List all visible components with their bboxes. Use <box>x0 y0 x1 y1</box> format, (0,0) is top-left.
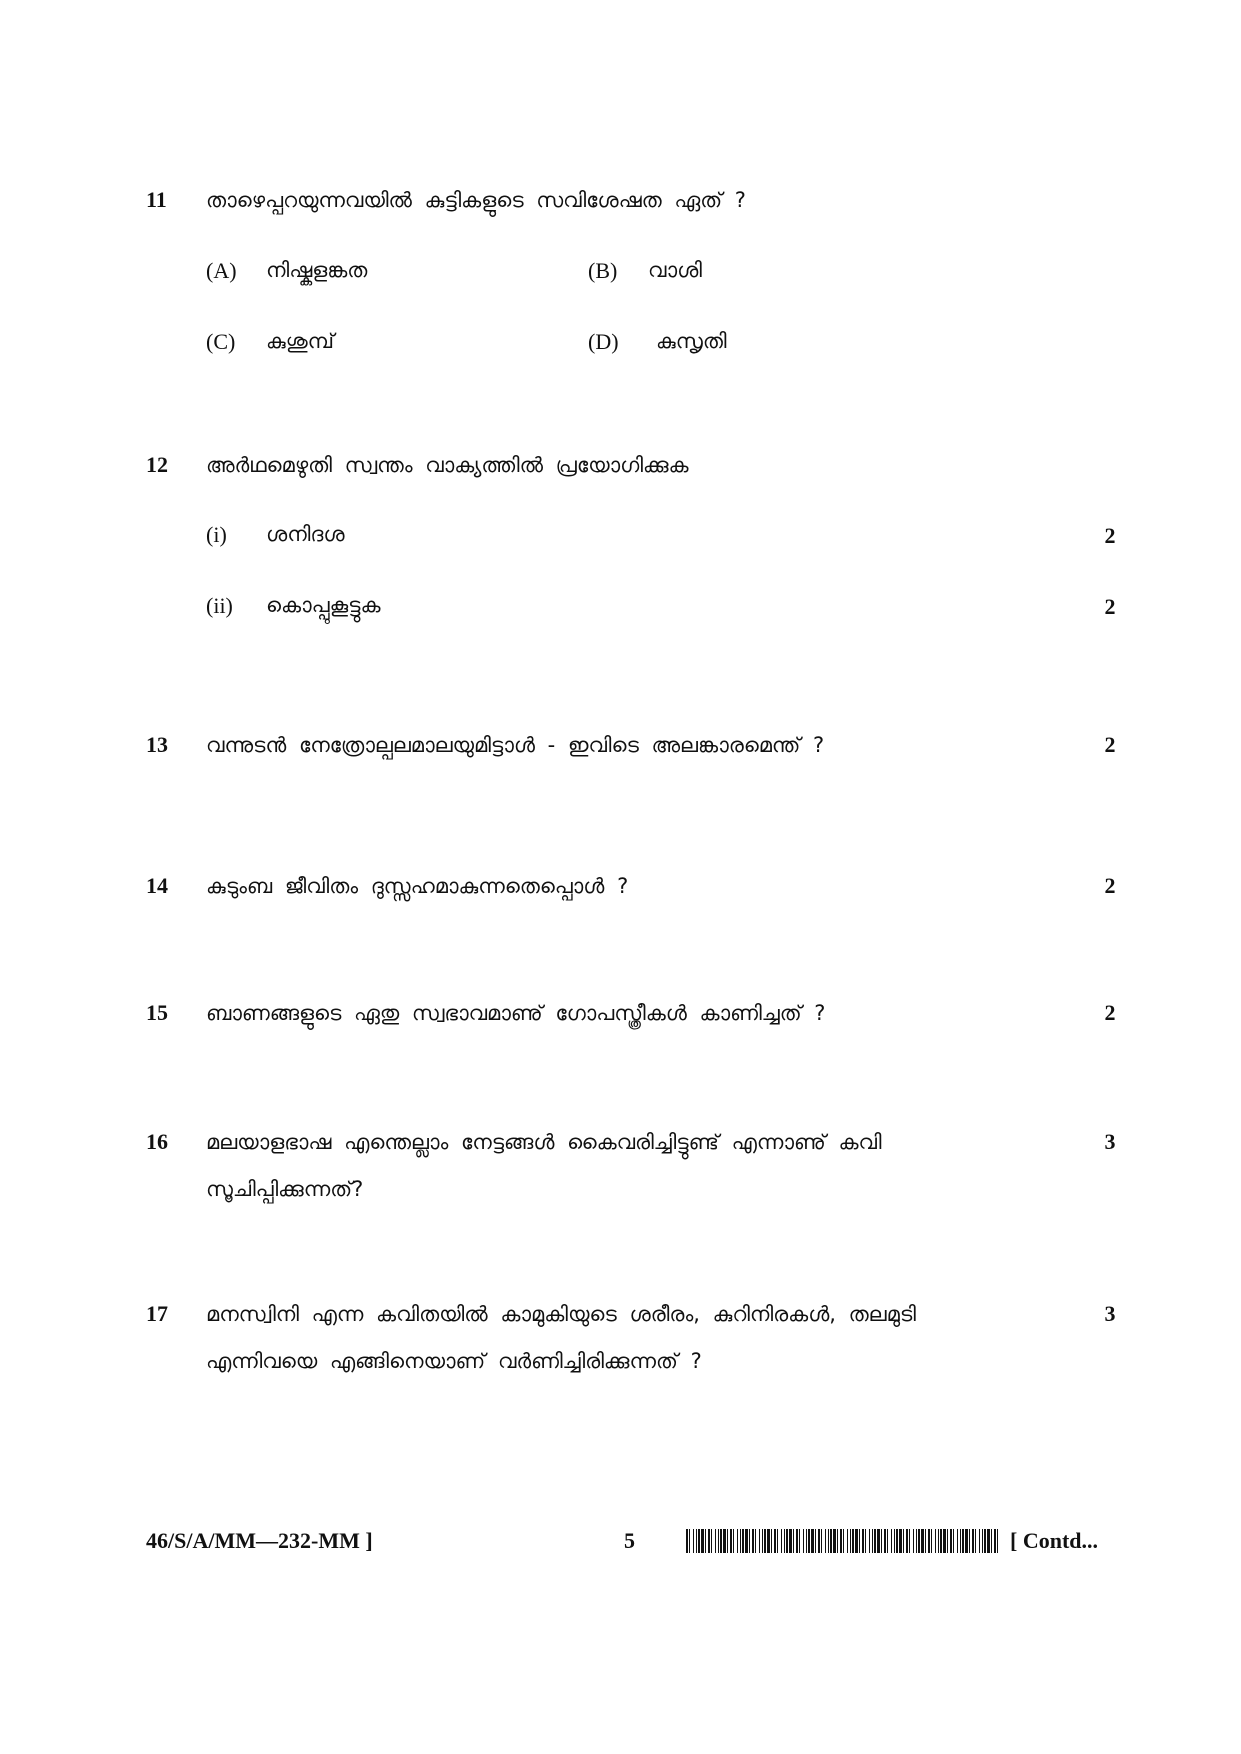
barcode-bar <box>928 1529 930 1553</box>
barcode-bar <box>938 1529 939 1553</box>
barcode-bar <box>953 1529 954 1553</box>
barcode-bar <box>796 1529 798 1553</box>
question-text: കുടുംബ ജീവിതം ദുസ്സഹമാകുന്നതെപ്പൊൾ ? <box>206 874 629 898</box>
barcode-bar <box>891 1529 892 1553</box>
barcode-bar <box>833 1529 836 1553</box>
marks: 2 <box>1104 732 1116 757</box>
barcode-bar <box>689 1529 690 1553</box>
page-number: 5 <box>624 1528 635 1553</box>
option-text: കുസൃതി <box>656 329 727 353</box>
barcode <box>686 1529 1002 1553</box>
question-text: അർഥമെഴുതി സ്വന്തം വാക്യത്തിൽ പ്രയോഗിക്കുക <box>206 453 689 477</box>
barcode-bar <box>991 1529 992 1553</box>
barcode-bar <box>808 1529 810 1553</box>
barcode-bar <box>894 1529 895 1553</box>
barcode-bar <box>818 1529 820 1553</box>
barcode-bar <box>843 1529 844 1553</box>
barcode-bar <box>994 1529 996 1553</box>
barcode-bar <box>913 1529 914 1553</box>
barcode-bar <box>821 1529 822 1553</box>
barcode-bar <box>715 1529 716 1553</box>
barcode-bar <box>755 1529 756 1553</box>
barcode-bar <box>723 1529 726 1553</box>
barcode-bar <box>705 1529 706 1553</box>
barcode-bar <box>872 1529 873 1553</box>
option-label: (C) <box>206 329 236 354</box>
barcode-bar <box>997 1529 998 1553</box>
barcode-bar <box>733 1529 734 1553</box>
barcode-bar <box>979 1529 980 1553</box>
barcode-bar <box>711 1529 712 1553</box>
question-number: 17 <box>146 1301 168 1326</box>
part-text: ശനിദശ <box>266 522 345 546</box>
barcode-bar <box>881 1529 882 1553</box>
marks: 2 <box>1104 523 1116 548</box>
barcode-bar <box>693 1529 694 1553</box>
option-text: നിഷ്കളങ്കത <box>266 258 368 282</box>
barcode-bar <box>899 1529 902 1553</box>
barcode-bar <box>947 1529 948 1553</box>
part-label: (i) <box>206 522 227 547</box>
barcode-bar <box>727 1529 728 1553</box>
question-number: 12 <box>146 452 168 477</box>
marks: 2 <box>1104 594 1116 619</box>
barcode-bar <box>931 1529 932 1553</box>
barcode-bar <box>975 1529 976 1553</box>
barcode-bar <box>984 1529 986 1553</box>
barcode-bar <box>789 1529 792 1553</box>
barcode-bar <box>877 1529 880 1553</box>
barcode-bar <box>837 1529 838 1553</box>
barcode-bar <box>786 1529 788 1553</box>
barcode-bar <box>921 1529 924 1553</box>
question-number: 11 <box>146 187 167 212</box>
barcode-bar <box>740 1529 741 1553</box>
barcode-bar <box>903 1529 904 1553</box>
barcode-bar <box>771 1529 772 1553</box>
barcode-bar <box>784 1529 785 1553</box>
question-text: മനസ്വിനി എന്ന കവിതയിൽ കാമുകിയുടെ ശരീരം, കുറിനിരകൾ, തലമുടി എന്നിവയെ എങ്ങിനെയാണ് വർണിച്ചിരിക്കുന്നത് ? <box>206 1302 916 1373</box>
paper-code: 46/S/A/MM—232-MM ] <box>146 1528 373 1553</box>
marks: 3 <box>1104 1301 1116 1326</box>
marks: 2 <box>1104 1000 1116 1025</box>
barcode-bar <box>957 1529 958 1553</box>
barcode-bar <box>840 1529 842 1553</box>
barcode-bar <box>777 1529 778 1553</box>
barcode-bar <box>762 1529 763 1553</box>
barcode-bar <box>962 1529 964 1553</box>
barcode-bar <box>906 1529 908 1553</box>
barcode-bar <box>887 1529 888 1553</box>
question-text: വന്നുടൻ നേത്രോല്പലമാലയുമിട്ടാൾ - ഇവിടെ അലങ്കാരമെന്ത് ? <box>206 733 825 757</box>
option-text: കുശുമ്പ് <box>266 329 334 353</box>
barcode-bar <box>969 1529 970 1553</box>
barcode-bar <box>862 1529 864 1553</box>
barcode-bar <box>815 1529 816 1553</box>
barcode-bar <box>982 1529 983 1553</box>
option-label: (A) <box>206 258 237 283</box>
barcode-bar <box>730 1529 732 1553</box>
barcode-bar <box>767 1529 770 1553</box>
barcode-bar <box>965 1529 968 1553</box>
barcode-bar <box>828 1529 829 1553</box>
question-text: താഴെപ്പറയുന്നവയിൽ കുട്ടികളുടെ സവിശേഷത ഏത് ? <box>206 188 746 212</box>
barcode-bar <box>749 1529 750 1553</box>
barcode-bar <box>708 1529 710 1553</box>
barcode-bar <box>830 1529 832 1553</box>
barcode-bar <box>950 1529 952 1553</box>
part-label: (ii) <box>206 593 233 618</box>
barcode-bar <box>909 1529 910 1553</box>
barcode-bar <box>698 1529 700 1553</box>
barcode-bar <box>935 1529 936 1553</box>
continued-label: [ Contd... <box>1010 1528 1099 1553</box>
question-text: ബാണങ്ങളുടെ ഏതു സ്വഭാവമാണു് ഗോപസ്ത്രീകൾ കാണിച്ചത് ? <box>206 1001 826 1025</box>
barcode-bar <box>799 1529 800 1553</box>
barcode-bar <box>793 1529 794 1553</box>
question-number: 15 <box>146 1000 168 1025</box>
barcode-bar <box>737 1529 738 1553</box>
barcode-bar <box>764 1529 766 1553</box>
barcode-bar <box>781 1529 782 1553</box>
barcode-bar <box>884 1529 886 1553</box>
barcode-bar <box>759 1529 760 1553</box>
barcode-bar <box>943 1529 946 1553</box>
barcode-bar <box>774 1529 776 1553</box>
question-number: 13 <box>146 732 168 757</box>
barcode-bar <box>865 1529 866 1553</box>
part-text: കൊപ്പുകൂട്ടുക <box>266 593 381 617</box>
barcode-bar <box>718 1529 719 1553</box>
barcode-bar <box>987 1529 990 1553</box>
barcode-bar <box>806 1529 807 1553</box>
barcode-bar <box>896 1529 898 1553</box>
question-text: മലയാളഭാഷ എന്തെല്ലാം നേട്ടങ്ങൾ കൈവരിച്ചിട്ടുണ്ട് എന്നാണു് കവി സൂചിപ്പിക്കുന്നത്? <box>206 1130 882 1201</box>
barcode-bar <box>869 1529 870 1553</box>
barcode-bar <box>696 1529 697 1553</box>
barcode-bar <box>960 1529 961 1553</box>
barcode-bar <box>940 1529 942 1553</box>
barcode-bar <box>742 1529 744 1553</box>
marks: 3 <box>1104 1129 1116 1154</box>
barcode-bar <box>811 1529 814 1553</box>
barcode-bar <box>850 1529 851 1553</box>
barcode-bar <box>925 1529 926 1553</box>
barcode-bar <box>874 1529 876 1553</box>
barcode-bar <box>852 1529 854 1553</box>
marks: 2 <box>1104 873 1116 898</box>
barcode-bar <box>686 1529 688 1553</box>
barcode-bar <box>803 1529 804 1553</box>
barcode-bar <box>745 1529 748 1553</box>
barcode-bar <box>918 1529 920 1553</box>
barcode-bar <box>701 1529 704 1553</box>
barcode-bar <box>972 1529 974 1553</box>
option-label: (D) <box>588 329 619 354</box>
barcode-bar <box>916 1529 917 1553</box>
barcode-bar <box>847 1529 848 1553</box>
barcode-bar <box>855 1529 858 1553</box>
barcode-bar <box>720 1529 722 1553</box>
question-number: 16 <box>146 1129 168 1154</box>
barcode-bar <box>752 1529 754 1553</box>
question-number: 14 <box>146 873 168 898</box>
barcode-bar <box>859 1529 860 1553</box>
barcode-bar <box>825 1529 826 1553</box>
option-label: (B) <box>588 258 618 283</box>
option-text: വാശി <box>648 258 702 282</box>
